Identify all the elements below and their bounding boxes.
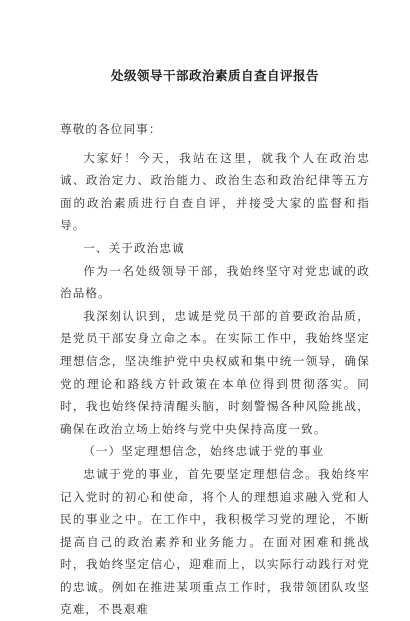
body-paragraph: 忠诚于党的事业，首先要坚定理想信念。我始终牢记入党时的初心和使命，将个人的理想追求融入党和人民的事业之中。在工作中，我积极学习党的理论，不断提高自己的政治素养和业务能力。在面对困难和挑战时，我始终坚定信心，迎难而上，以实际行动践行对党的忠诚。例如在推进某项重点工作时，我带领团队攻坚克难，不畏艰难 <box>60 466 370 617</box>
greeting: 尊敬的各位同事： <box>60 122 162 136</box>
section-heading-political-loyalty: 一、关于政治忠诚 <box>83 240 185 255</box>
intro-paragraph: 大家好！今天，我站在这里，就我个人在政治忠诚、政治定力、政治能力、政治生态和政治纪律等五方面的政治素质进行自查自评，并接受大家的监督和指导。 <box>60 150 370 233</box>
document-title: 处级领导干部政治素质自查自评报告 <box>110 68 319 83</box>
document-body <box>60 118 370 621</box>
body-paragraph: 我深刻认识到，忠诚是党员干部的首要政治品质，是党员干部安身立命之本。在实际工作中，我始终坚定理想信念，坚决维护党中央权威和集中统一领导，确保党的理论和路线方针政策在本单位得到贯彻落实。同时，我也始终保持清醒头脑，时刻警惕各种风险挑战，确保在政治立场上始终与党中央保持高度一致。 <box>60 308 370 436</box>
body-paragraph: 作为一名处级领导干部，我始终坚守对党忠诚的政治品格。 <box>60 263 370 301</box>
subsection-heading-ideals: （一）坚定理想信念，始终忠诚于党的事业 <box>83 444 325 459</box>
